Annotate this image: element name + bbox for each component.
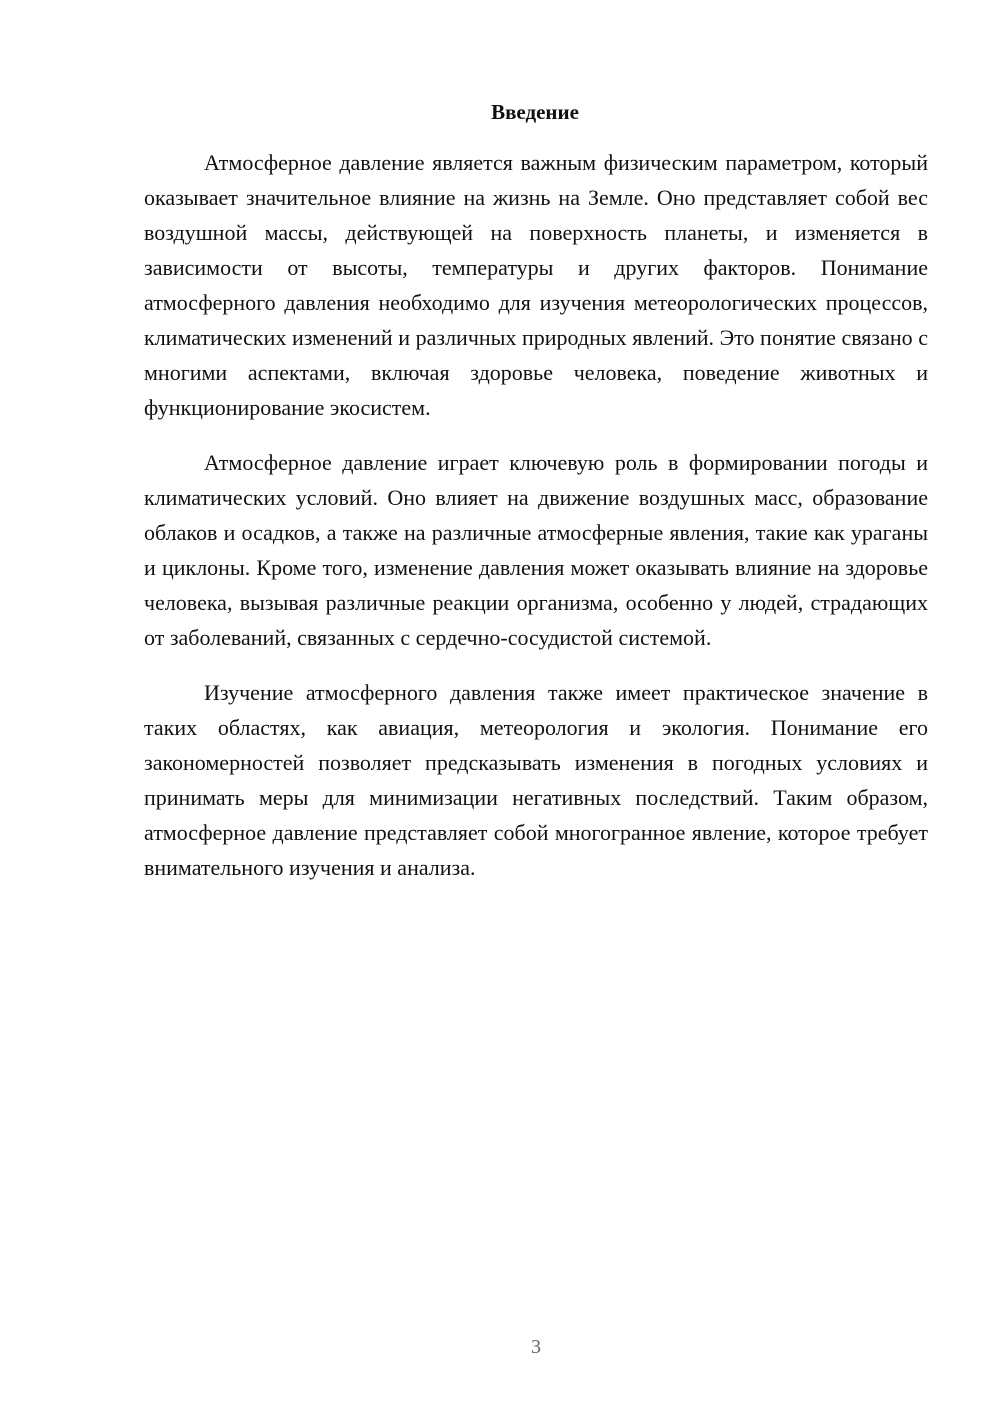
paragraph-3: Изучение атмосферного давления также имеет практическое значение в таких областях, как авиация, метеорология и экология. Понимание его закономерностей позволяет предсказывать изменения в погодных условиях и принимать меры для минимизации негативных последствий. Таким образом, атмосферное давление представляет собой многогранное явление, которое требует внимательного изучения и анализа. bbox=[144, 680, 928, 880]
paragraph-2: Атмосферное давление играет ключевую роль в формировании погоды и климатических условий. Оно влияет на движение воздушных масс, образование облаков и осадков, а также на различные атмосферные явления, такие как ураганы и циклоны. Кроме того, изменение давления может оказывать влияние на здоровье человека, вызывая различные реакции организма, особенно у людей, страдающих от заболеваний, связанных с сердечно-сосудистой системой. bbox=[144, 450, 928, 650]
page-title: Введение bbox=[491, 100, 579, 124]
paragraph-1: Атмосферное давление является важным физическим параметром, который оказывает значительное влияние на жизнь на Земле. Оно представляет собой вес воздушной массы, действующей на поверхность планеты, и изменяется в зависимости от высоты, температуры и других факторов. Понимание атмосферного давления необходимо для изучения метеорологических процессов, климатических изменений и различных природных явлений. Это понятие связано с многими аспектами, включая здоровье человека, поведение животных и функционирование экосистем. bbox=[144, 150, 928, 420]
document-body bbox=[144, 145, 928, 905]
page-number: 3 bbox=[531, 1336, 541, 1358]
